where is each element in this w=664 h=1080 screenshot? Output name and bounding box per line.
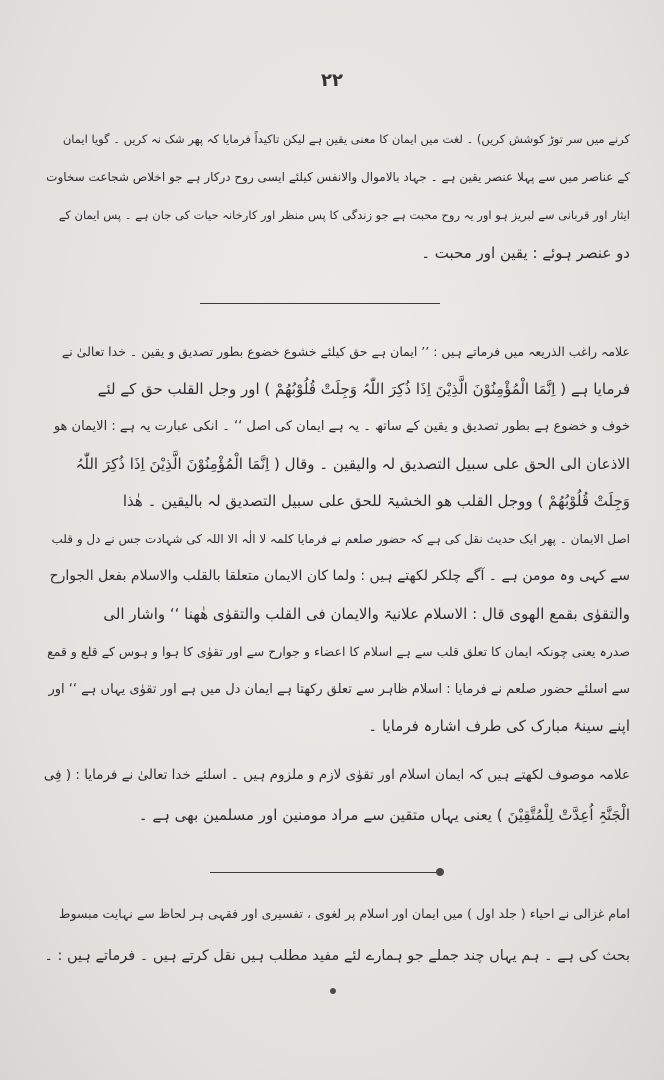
text-line: سے اسلئے حضور صلعم نے فرمایا : اسلام ظاہر سے تعلق رکھتا ہے ایمان دل میں ہے اور تقوٰی یہاں ہے ‘‘ اور (48, 681, 630, 697)
text-line: والتقوٰی بقمع الھوی قال : الاسلام علانیۃ والایمان فی القلب والتقوٰی ھٰھنا ‘‘ واشار الی (103, 604, 630, 623)
text-line: امام غزالی نے احیاء ( جلد اول ) میں ایمان اور اسلام پر لغوی ، تفسیری اور فقہی ہر لحاظ سے نہایت مبسوط (58, 906, 630, 921)
ink-dot (436, 868, 444, 876)
paragraph-raghib (40, 333, 630, 746)
section-divider (200, 303, 440, 304)
text-line: ایثار اور قربانی سے لبریز ہو اور یہ روح محبت ہے جو زندگی کا پس منظر اور کارخانہ حیات کی جان ہے ۔ پس ایمان کے (58, 208, 630, 222)
text-line: علامہ موصوف لکھتے ہیں کہ ایمان اسلام اور تقوٰی لازم و ملزوم ہیں ۔ اسلئے خدا تعالیٰ نے فرمایا : ( فِی (43, 767, 630, 783)
text-line: کرنے میں سر توڑ کوشش کریں) ۔ لغت میں ایمان کا معنی یقین ہے لیکن تاکیداً فرمایا کہ پھر شک نہ کریں ۔ گویا ایمان (62, 132, 630, 146)
text-line: سے کہی وہ مومن ہے ۔ آگے چلکر لکھتے ہیں : ولما کان الایمان متعلقا بالقلب والاسلام بفعل الجوارح (49, 568, 630, 584)
text-line: بحث کی ہے ۔ ہم یہاں چند جملے جو ہمارے لئے مفید مطلب ہیں نقل کرتے ہیں ۔ فرماتے ہیں : ۔ (44, 948, 630, 964)
page-number: ۲۲ (321, 70, 343, 91)
text-line: اپنے سینۂ مبارک کی طرف اشارہ فرمایا ۔ (368, 717, 630, 735)
text-line: فرمایا ہے ( اِنَّمَا الْمُؤْمِنُوْنَ الَّذِیْنَ اِذَا ذُکِرَ اللّٰہُ وَجِلَتْ قُلُوْبُھُمْ ) اور وجل القلب حق کے لئے (97, 379, 630, 398)
section-divider (210, 872, 440, 873)
paragraph-taqwa (40, 755, 630, 835)
paragraph-ghazali (40, 893, 630, 977)
text-line: خوف و خضوع ہے بطور تصدیق و یقین کے ساتھ ۔ یہ ہے ایمان کی اصل ‘‘ ۔ انکی عبارت یہ ہے : الایمان ھو (53, 419, 630, 434)
text-line: علامہ راغب الذریعہ میں فرماتے ہیں : ’’ ایمان ہے حق کیلئے خشوع خضوع بطور تصدیق و یقین ۔ خدا تعالیٰ نے (61, 344, 630, 359)
paragraph-intro (40, 120, 630, 272)
text-line: کے عناصر میں سے پہلا عنصر یقین ہے ۔ جہاد بالاموال والانفس کیلئے ایسی روح درکار ہے جو اخلاص شجاعت سخاوت (46, 170, 630, 184)
text-line: دو عنصر ہوئے : یقین اور محبت ۔ (421, 244, 630, 262)
text-line: الاذعان الی الحق علی سبیل التصدیق لہ والیقین ۔ وقال ( اِنَّمَا الْمُؤْمِنُوْنَ الَّذِیْنَ اِذَا ذُکِرَ اللّٰہُ (75, 454, 630, 473)
text-line: الْجَنَّۃِ اُعِدَّتْ لِلْمُتَّقِیْنَ ) یعنی یہاں متقین سے مراد مومنین اور مسلمین بھی ہے ۔ (138, 806, 630, 824)
text-line: صدرہ یعنی چونکہ ایمان کا تعلق قلب سے ہے اسلام کا اعضاء و جوارح سے اور تقوٰی کا ہوا و ہوس کے قلع و قمع (47, 644, 630, 659)
text-line: اصل الایمان ۔ پھر ایک حدیث نقل کی ہے کہ حضور صلعم نے فرمایا کلمہ لا الٰہ الا اللہ کی شہادت جس نے دل و قلب (51, 531, 630, 546)
text-line: وَجِلَتْ قُلُوْبُھُمْ ) ووجل القلب ھو الخشیۃ للحق علی سبیل التصدیق لہ بالیقین ۔ ھٰذا (122, 492, 630, 510)
ink-dot (330, 988, 336, 994)
